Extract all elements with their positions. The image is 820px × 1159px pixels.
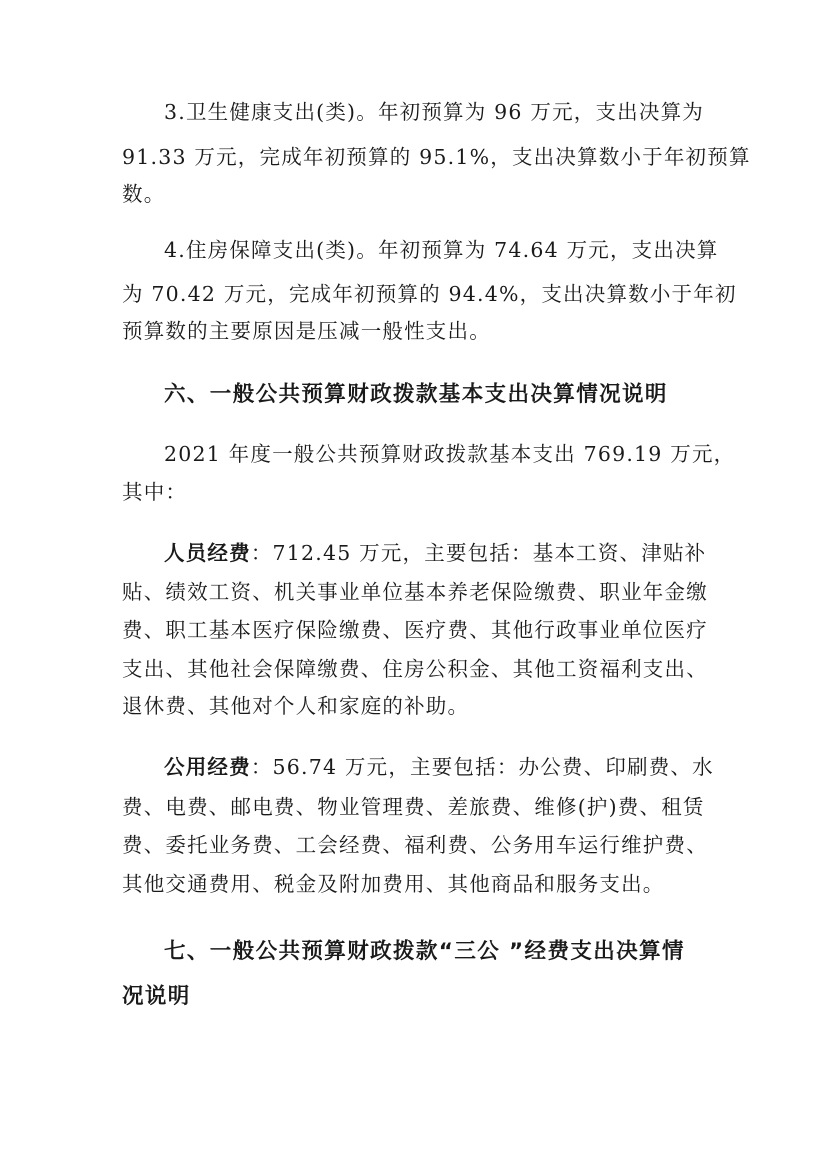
personnel-expense-text: ：712.45 万元，主要包括：基本工资、津贴补	[250, 541, 707, 565]
paragraph-basic-total-line-1: 2021 年度一般公共预算财政拨款基本支出 769.19 万元，	[164, 442, 736, 466]
public-expense-text: ：56.74 万元，主要包括：办公费、印刷费、水	[250, 755, 714, 779]
public-expense-label: 公用经费	[164, 755, 251, 779]
section-heading-7-line-2: 况说明	[122, 984, 191, 1009]
paragraph-public-line-4: 其他交通费用、税金及附加费用、其他商品和服务支出。	[122, 872, 665, 896]
paragraph-housing-line-3: 预算数的主要原因是压减一般性支出。	[122, 319, 491, 343]
paragraph-personnel-line-5: 退休费、其他对个人和家庭的补助。	[122, 694, 470, 718]
paragraph-personnel-line-1	[164, 539, 706, 567]
paragraph-personnel-line-3: 费、职工基本医疗保险缴费、医疗费、其他行政事业单位医疗	[122, 618, 708, 642]
paragraph-personnel-line-4: 支出、其他社会保障缴费、住房公积金、其他工资福利支出、	[122, 657, 708, 681]
paragraph-basic-total-line-2: 其中：	[122, 480, 188, 504]
section-heading-7-line-1: 七、一般公共预算财政拨款“三公 ”经费支出决算情	[164, 939, 685, 964]
personnel-expense-label: 人员经费	[164, 541, 251, 565]
paragraph-public-line-1	[164, 753, 714, 781]
paragraph-personnel-line-2: 贴、绩效工资、机关事业单位基本养老保险缴费、职业年金缴	[122, 580, 708, 604]
paragraph-housing-line-2: 为 70.42 万元，完成年初预算的 94.4%，支出决算数小于年初	[122, 282, 737, 306]
paragraph-housing-line-1: 4.住房保障支出(类)。年初预算为 74.64 万元，支出决算	[164, 238, 719, 262]
paragraph-health-line-3: 数。	[122, 182, 166, 206]
paragraph-public-line-2: 费、电费、邮电费、物业管理费、差旅费、维修(护)费、租赁	[122, 795, 705, 819]
paragraph-health-line-2: 91.33 万元，完成年初预算的 95.1%，支出决算数小于年初预算	[122, 145, 751, 169]
paragraph-public-line-3: 费、委托业务费、工会经费、福利费、公务用车运行维护费、	[122, 833, 708, 857]
section-heading-6: 六、一般公共预算财政拨款基本支出决算情况说明	[164, 382, 668, 407]
paragraph-health-line-1: 3.卫生健康支出(类)。年初预算为 96 万元，支出决算为	[164, 100, 704, 124]
